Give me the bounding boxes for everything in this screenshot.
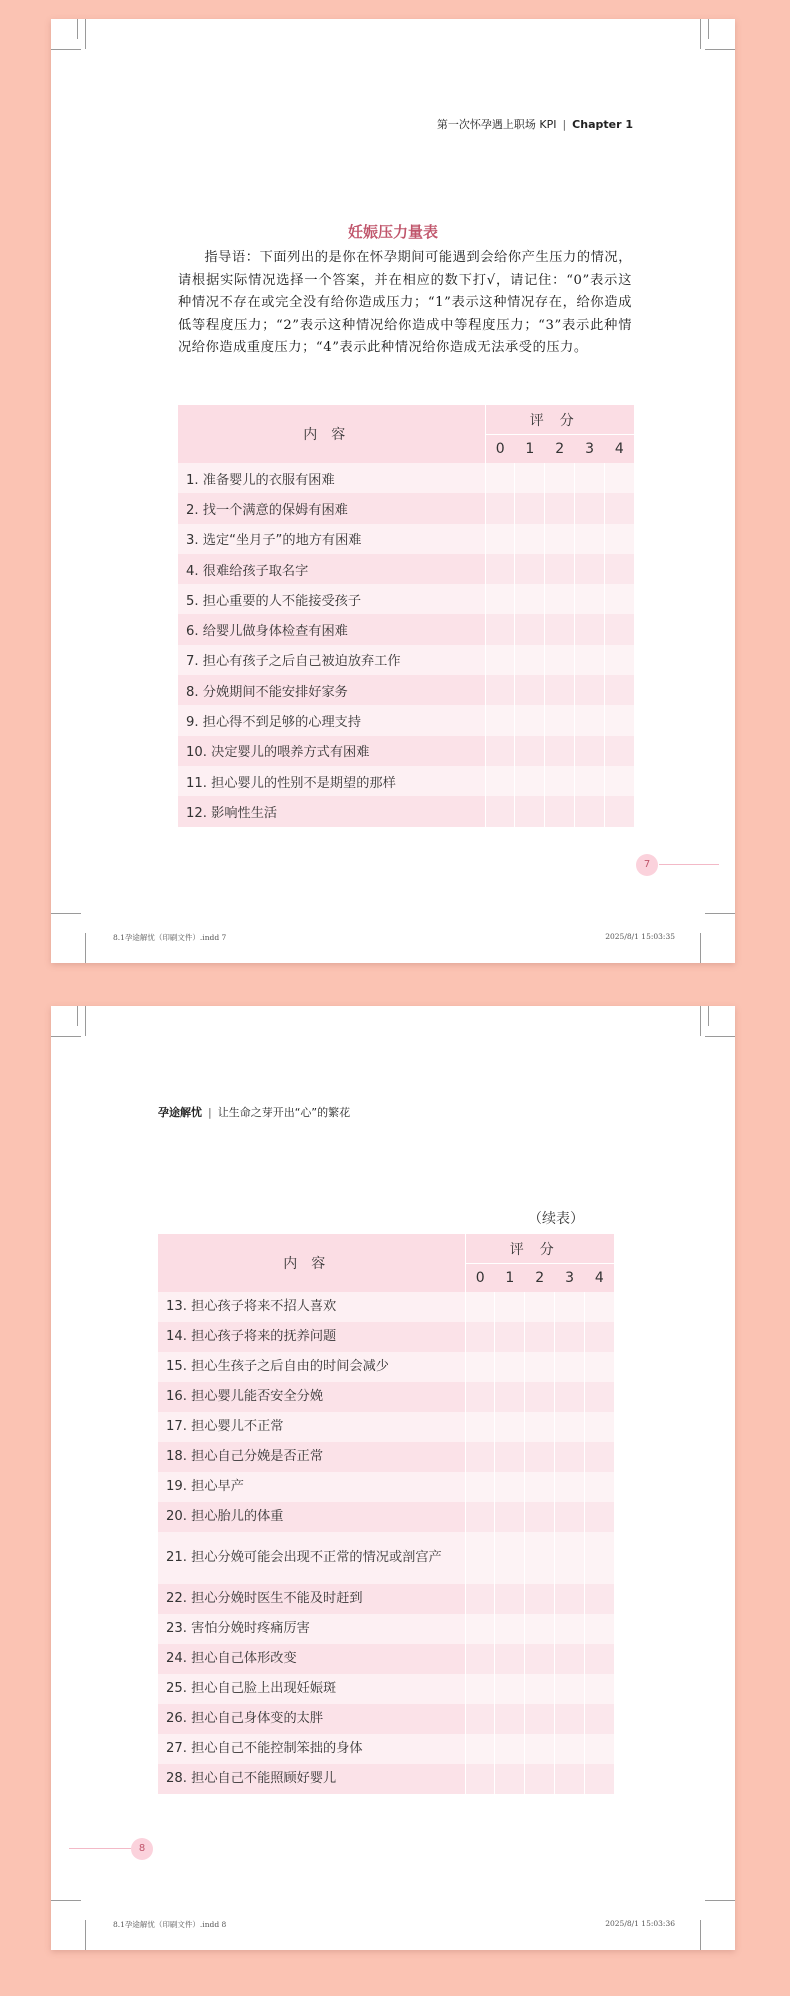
table-row bbox=[158, 1532, 614, 1584]
score-column-header: 0 bbox=[465, 1264, 495, 1293]
item-text: 13. 担心孩子将来不招人喜欢 bbox=[158, 1292, 465, 1322]
score-cell[interactable] bbox=[555, 1764, 585, 1794]
item-text: 20. 担心胎儿的体重 bbox=[158, 1502, 465, 1532]
score-cell[interactable] bbox=[465, 1584, 495, 1614]
score-cell[interactable] bbox=[515, 554, 545, 584]
table-row bbox=[178, 614, 634, 644]
score-cell[interactable] bbox=[545, 645, 575, 675]
score-cell[interactable] bbox=[515, 705, 545, 735]
item-text: 25. 担心自己脸上出现妊娠斑 bbox=[158, 1674, 465, 1704]
score-cell[interactable] bbox=[465, 1322, 495, 1352]
score-cell[interactable] bbox=[465, 1734, 495, 1764]
table-row bbox=[158, 1704, 614, 1734]
score-cell[interactable] bbox=[585, 1644, 614, 1674]
table-row bbox=[178, 645, 634, 675]
score-cell[interactable] bbox=[575, 675, 605, 705]
score-cell[interactable] bbox=[525, 1734, 555, 1764]
item-text: 12. 影响性生活 bbox=[178, 796, 485, 826]
score-cell[interactable] bbox=[515, 493, 545, 523]
item-text: 19. 担心早产 bbox=[158, 1472, 465, 1502]
score-cell[interactable] bbox=[605, 675, 634, 705]
crop-mark bbox=[77, 1006, 78, 1026]
score-cell[interactable] bbox=[525, 1584, 555, 1614]
score-column-header: 4 bbox=[585, 1264, 614, 1293]
item-text: 9. 担心得不到足够的心理支持 bbox=[178, 705, 485, 735]
score-cell[interactable] bbox=[465, 1614, 495, 1644]
score-cell[interactable] bbox=[605, 705, 634, 735]
score-cell[interactable] bbox=[525, 1674, 555, 1704]
table-row bbox=[158, 1292, 614, 1322]
score-cell[interactable] bbox=[605, 463, 634, 493]
item-text: 21. 担心分娩可能会出现不正常的情况或剖宫产 bbox=[158, 1532, 465, 1584]
score-column-header: 2 bbox=[545, 435, 575, 464]
score-cell[interactable] bbox=[515, 584, 545, 614]
score-cell[interactable] bbox=[575, 736, 605, 766]
table-row bbox=[178, 493, 634, 523]
score-cell[interactable] bbox=[495, 1442, 525, 1472]
crop-mark bbox=[700, 1006, 701, 1036]
score-column-header: 4 bbox=[605, 435, 634, 464]
table-row bbox=[158, 1644, 614, 1674]
score-cell[interactable] bbox=[485, 736, 515, 766]
score-cell[interactable] bbox=[545, 736, 575, 766]
score-cell[interactable] bbox=[555, 1352, 585, 1382]
score-cell[interactable] bbox=[495, 1674, 525, 1704]
table-row bbox=[178, 766, 634, 796]
score-cell[interactable] bbox=[575, 584, 605, 614]
score-cell[interactable] bbox=[515, 675, 545, 705]
table-row bbox=[158, 1734, 614, 1764]
score-cell[interactable] bbox=[575, 524, 605, 554]
score-cell[interactable] bbox=[555, 1644, 585, 1674]
score-column-header: 0 bbox=[485, 435, 515, 464]
score-cell[interactable] bbox=[525, 1442, 555, 1472]
crop-mark bbox=[85, 1920, 86, 1950]
item-text: 17. 担心婴儿不正常 bbox=[158, 1412, 465, 1442]
crop-mark bbox=[705, 49, 735, 50]
score-cell[interactable] bbox=[585, 1584, 614, 1614]
table-row bbox=[178, 554, 634, 584]
header-score: 评分 bbox=[465, 1234, 614, 1264]
score-cell[interactable] bbox=[485, 675, 515, 705]
score-column-header: 2 bbox=[525, 1264, 555, 1293]
table-row bbox=[178, 796, 634, 826]
score-cell[interactable] bbox=[605, 645, 634, 675]
score-cell[interactable] bbox=[525, 1614, 555, 1644]
score-cell[interactable] bbox=[545, 796, 575, 826]
score-cell[interactable] bbox=[555, 1472, 585, 1502]
score-cell[interactable] bbox=[495, 1382, 525, 1412]
score-cell[interactable] bbox=[515, 766, 545, 796]
table-row bbox=[178, 524, 634, 554]
score-cell[interactable] bbox=[585, 1674, 614, 1704]
running-head bbox=[437, 116, 633, 132]
score-cell[interactable] bbox=[485, 524, 515, 554]
item-text: 8. 分娩期间不能安排好家务 bbox=[178, 675, 485, 705]
score-cell[interactable] bbox=[585, 1352, 614, 1382]
score-cell[interactable] bbox=[575, 766, 605, 796]
book-subtitle: 让生命之芽开出“心”的繁花 bbox=[217, 1106, 351, 1119]
item-text: 24. 担心自己体形改变 bbox=[158, 1644, 465, 1674]
score-cell[interactable] bbox=[555, 1442, 585, 1472]
score-cell[interactable] bbox=[545, 463, 575, 493]
score-cell[interactable] bbox=[545, 705, 575, 735]
score-cell[interactable] bbox=[485, 705, 515, 735]
score-cell[interactable] bbox=[585, 1704, 614, 1734]
score-cell[interactable] bbox=[585, 1382, 614, 1412]
pressure-scale-table-continued bbox=[158, 1234, 614, 1794]
crop-mark bbox=[700, 19, 701, 49]
score-cell[interactable] bbox=[525, 1292, 555, 1322]
score-cell[interactable] bbox=[485, 645, 515, 675]
instructions-paragraph: 指导语：下面列出的是你在怀孕期间可能遇到会给你产生压力的情况，请根据实际情况选择一个答案，并在相应的数下打√，请记住：“0”表示这种情况不存在或完全没有给你造成压力；“1”表示这种情况存在，给你造成低等程度压力；“2”表示这种情况给你造成中等程度压力；“3”表示此种情况给你造成重度压力；“4”表示此种情况给你造成无法承受的压力。 bbox=[178, 250, 632, 355]
score-cell[interactable] bbox=[575, 493, 605, 523]
crop-mark bbox=[51, 1900, 81, 1901]
item-text: 14. 担心孩子将来的抚养问题 bbox=[158, 1322, 465, 1352]
item-text: 11. 担心婴儿的性别不是期望的那样 bbox=[178, 766, 485, 796]
score-cell[interactable] bbox=[585, 1532, 614, 1584]
crop-mark bbox=[700, 933, 701, 963]
score-cell[interactable] bbox=[495, 1322, 525, 1352]
table-row bbox=[158, 1584, 614, 1614]
table-row bbox=[158, 1502, 614, 1532]
score-column-header: 3 bbox=[555, 1264, 585, 1293]
score-cell[interactable] bbox=[585, 1472, 614, 1502]
page-number-rule bbox=[659, 864, 719, 865]
score-cell[interactable] bbox=[465, 1382, 495, 1412]
score-cell[interactable] bbox=[525, 1382, 555, 1412]
score-cell[interactable] bbox=[555, 1382, 585, 1412]
score-cell[interactable] bbox=[575, 645, 605, 675]
item-text: 10. 决定婴儿的喂养方式有困难 bbox=[178, 736, 485, 766]
item-text: 5. 担心重要的人不能接受孩子 bbox=[178, 584, 485, 614]
score-cell[interactable] bbox=[465, 1472, 495, 1502]
table-row bbox=[158, 1412, 614, 1442]
score-cell[interactable] bbox=[525, 1412, 555, 1442]
score-cell[interactable] bbox=[605, 766, 634, 796]
score-cell[interactable] bbox=[605, 736, 634, 766]
header-content: 内容 bbox=[178, 405, 485, 463]
score-cell[interactable] bbox=[465, 1674, 495, 1704]
crop-mark bbox=[77, 19, 78, 39]
table-row bbox=[178, 736, 634, 766]
item-text: 16. 担心婴儿能否安全分娩 bbox=[158, 1382, 465, 1412]
score-cell[interactable] bbox=[555, 1502, 585, 1532]
item-text: 2. 找一个满意的保姆有困难 bbox=[178, 493, 485, 523]
score-cell[interactable] bbox=[545, 614, 575, 644]
score-cell[interactable] bbox=[485, 584, 515, 614]
book-page-8 bbox=[51, 1006, 735, 1950]
score-cell[interactable] bbox=[585, 1734, 614, 1764]
score-cell[interactable] bbox=[495, 1644, 525, 1674]
item-text: 18. 担心自己分娩是否正常 bbox=[158, 1442, 465, 1472]
score-cell[interactable] bbox=[525, 1352, 555, 1382]
score-cell[interactable] bbox=[555, 1704, 585, 1734]
print-slug-file: 8.1孕途解忧（印刷文件）.indd 8 bbox=[113, 1920, 227, 1929]
score-cell[interactable] bbox=[545, 584, 575, 614]
crop-mark bbox=[708, 1006, 709, 1026]
score-cell[interactable] bbox=[525, 1704, 555, 1734]
score-cell[interactable] bbox=[575, 554, 605, 584]
score-cell[interactable] bbox=[555, 1734, 585, 1764]
table-row bbox=[158, 1442, 614, 1472]
score-cell[interactable] bbox=[495, 1412, 525, 1442]
score-cell[interactable] bbox=[495, 1472, 525, 1502]
score-cell[interactable] bbox=[585, 1764, 614, 1794]
item-text: 1. 准备婴儿的衣服有困难 bbox=[178, 463, 485, 493]
table-row bbox=[158, 1352, 614, 1382]
item-text: 22. 担心分娩时医生不能及时赶到 bbox=[158, 1584, 465, 1614]
score-cell[interactable] bbox=[465, 1532, 495, 1584]
score-cell[interactable] bbox=[495, 1584, 525, 1614]
score-cell[interactable] bbox=[585, 1614, 614, 1644]
score-cell[interactable] bbox=[495, 1614, 525, 1644]
table-row bbox=[158, 1382, 614, 1412]
score-cell[interactable] bbox=[605, 554, 634, 584]
crop-mark bbox=[705, 1900, 735, 1901]
item-text: 23. 害怕分娩时疼痛厉害 bbox=[158, 1614, 465, 1644]
score-cell[interactable] bbox=[495, 1352, 525, 1382]
crop-mark bbox=[85, 19, 86, 49]
crop-mark bbox=[51, 49, 81, 50]
score-cell[interactable] bbox=[495, 1502, 525, 1532]
crop-mark bbox=[85, 1006, 86, 1036]
page-number-rule bbox=[69, 1848, 131, 1849]
score-cell[interactable] bbox=[555, 1292, 585, 1322]
score-cell[interactable] bbox=[605, 584, 634, 614]
score-cell[interactable] bbox=[465, 1764, 495, 1794]
score-cell[interactable] bbox=[485, 796, 515, 826]
score-cell[interactable] bbox=[515, 736, 545, 766]
score-cell[interactable] bbox=[575, 705, 605, 735]
score-cell[interactable] bbox=[465, 1502, 495, 1532]
score-cell[interactable] bbox=[605, 493, 634, 523]
score-cell[interactable] bbox=[525, 1532, 555, 1584]
score-cell[interactable] bbox=[485, 554, 515, 584]
score-cell[interactable] bbox=[485, 614, 515, 644]
score-cell[interactable] bbox=[485, 766, 515, 796]
score-cell[interactable] bbox=[495, 1734, 525, 1764]
score-cell[interactable] bbox=[515, 614, 545, 644]
continued-label: （续表） bbox=[528, 1211, 584, 1227]
score-cell[interactable] bbox=[575, 463, 605, 493]
item-text: 26. 担心自己身体变的太胖 bbox=[158, 1704, 465, 1734]
score-cell[interactable] bbox=[555, 1584, 585, 1614]
score-cell[interactable] bbox=[575, 796, 605, 826]
score-cell[interactable] bbox=[465, 1352, 495, 1382]
table-row bbox=[158, 1674, 614, 1704]
score-cell[interactable] bbox=[605, 614, 634, 644]
table-row bbox=[178, 675, 634, 705]
score-cell[interactable] bbox=[575, 614, 605, 644]
table-row bbox=[158, 1764, 614, 1794]
print-slug-date: 2025/8/1 15:03:35 bbox=[605, 932, 675, 941]
crop-mark bbox=[85, 933, 86, 963]
score-cell[interactable] bbox=[495, 1292, 525, 1322]
score-cell[interactable] bbox=[555, 1674, 585, 1704]
score-cell[interactable] bbox=[495, 1704, 525, 1734]
header-content: 内容 bbox=[158, 1234, 465, 1292]
score-cell[interactable] bbox=[525, 1322, 555, 1352]
crop-mark bbox=[705, 1036, 735, 1037]
score-cell[interactable] bbox=[555, 1322, 585, 1352]
print-slug-file: 8.1孕途解忧（印刷文件）.indd 7 bbox=[113, 933, 227, 942]
crop-mark bbox=[51, 1036, 81, 1037]
page-number: 8 bbox=[131, 1838, 153, 1860]
score-cell[interactable] bbox=[545, 766, 575, 796]
score-cell[interactable] bbox=[545, 493, 575, 523]
table-row bbox=[158, 1614, 614, 1644]
item-text: 7. 担心有孩子之后自己被迫放弃工作 bbox=[178, 645, 485, 675]
table-row bbox=[178, 705, 634, 735]
crop-mark bbox=[700, 1920, 701, 1950]
score-cell[interactable] bbox=[465, 1704, 495, 1734]
item-text: 6. 给婴儿做身体检查有困难 bbox=[178, 614, 485, 644]
running-head-separator: | bbox=[562, 118, 567, 131]
score-cell[interactable] bbox=[545, 554, 575, 584]
score-cell[interactable] bbox=[465, 1644, 495, 1674]
running-head-separator: | bbox=[208, 1106, 212, 1119]
score-cell[interactable] bbox=[495, 1532, 525, 1584]
score-cell[interactable] bbox=[585, 1442, 614, 1472]
book-page-7 bbox=[51, 19, 735, 963]
running-head bbox=[158, 1104, 350, 1120]
page-number: 7 bbox=[636, 854, 658, 876]
book-title-text: 第一次怀孕遇上职场 KPI bbox=[436, 118, 557, 131]
score-cell[interactable] bbox=[585, 1502, 614, 1532]
item-text: 28. 担心自己不能照顾好婴儿 bbox=[158, 1764, 465, 1794]
score-column-header: 3 bbox=[575, 435, 605, 464]
score-cell[interactable] bbox=[515, 796, 545, 826]
score-cell[interactable] bbox=[515, 463, 545, 493]
score-cell[interactable] bbox=[515, 645, 545, 675]
score-cell[interactable] bbox=[485, 463, 515, 493]
score-cell[interactable] bbox=[585, 1292, 614, 1322]
score-cell[interactable] bbox=[545, 524, 575, 554]
score-cell[interactable] bbox=[525, 1644, 555, 1674]
book-brand: 孕途解忧 bbox=[158, 1106, 202, 1119]
header-score: 评分 bbox=[485, 405, 634, 435]
score-cell[interactable] bbox=[555, 1614, 585, 1644]
score-cell[interactable] bbox=[465, 1412, 495, 1442]
item-text: 3. 选定“坐月子”的地方有困难 bbox=[178, 524, 485, 554]
score-cell[interactable] bbox=[585, 1412, 614, 1442]
score-cell[interactable] bbox=[585, 1322, 614, 1352]
table-row bbox=[178, 463, 634, 493]
score-cell[interactable] bbox=[465, 1292, 495, 1322]
crop-mark bbox=[708, 19, 709, 39]
score-cell[interactable] bbox=[525, 1472, 555, 1502]
table-row bbox=[178, 584, 634, 614]
item-text: 15. 担心生孩子之后自由的时间会减少 bbox=[158, 1352, 465, 1382]
scale-title: 妊娠压力量表 bbox=[347, 223, 438, 241]
score-cell[interactable] bbox=[525, 1502, 555, 1532]
score-cell[interactable] bbox=[465, 1442, 495, 1472]
table-row bbox=[158, 1472, 614, 1502]
score-column-header: 1 bbox=[515, 435, 545, 464]
item-text: 4. 很难给孩子取名字 bbox=[178, 554, 485, 584]
crop-mark bbox=[51, 913, 81, 914]
score-column-header: 1 bbox=[495, 1264, 525, 1293]
score-cell[interactable] bbox=[495, 1764, 525, 1794]
score-cell[interactable] bbox=[605, 796, 634, 826]
score-cell[interactable] bbox=[545, 675, 575, 705]
score-cell[interactable] bbox=[605, 524, 634, 554]
score-cell[interactable] bbox=[515, 524, 545, 554]
score-cell[interactable] bbox=[555, 1532, 585, 1584]
table-row bbox=[158, 1322, 614, 1352]
chapter-label: Chapter 1 bbox=[572, 118, 633, 131]
score-cell[interactable] bbox=[555, 1412, 585, 1442]
print-slug-date: 2025/8/1 15:03:36 bbox=[605, 1919, 675, 1928]
crop-mark bbox=[705, 913, 735, 914]
score-cell[interactable] bbox=[485, 493, 515, 523]
score-cell[interactable] bbox=[525, 1764, 555, 1794]
item-text: 27. 担心自己不能控制笨拙的身体 bbox=[158, 1734, 465, 1764]
pressure-scale-table bbox=[178, 405, 634, 827]
